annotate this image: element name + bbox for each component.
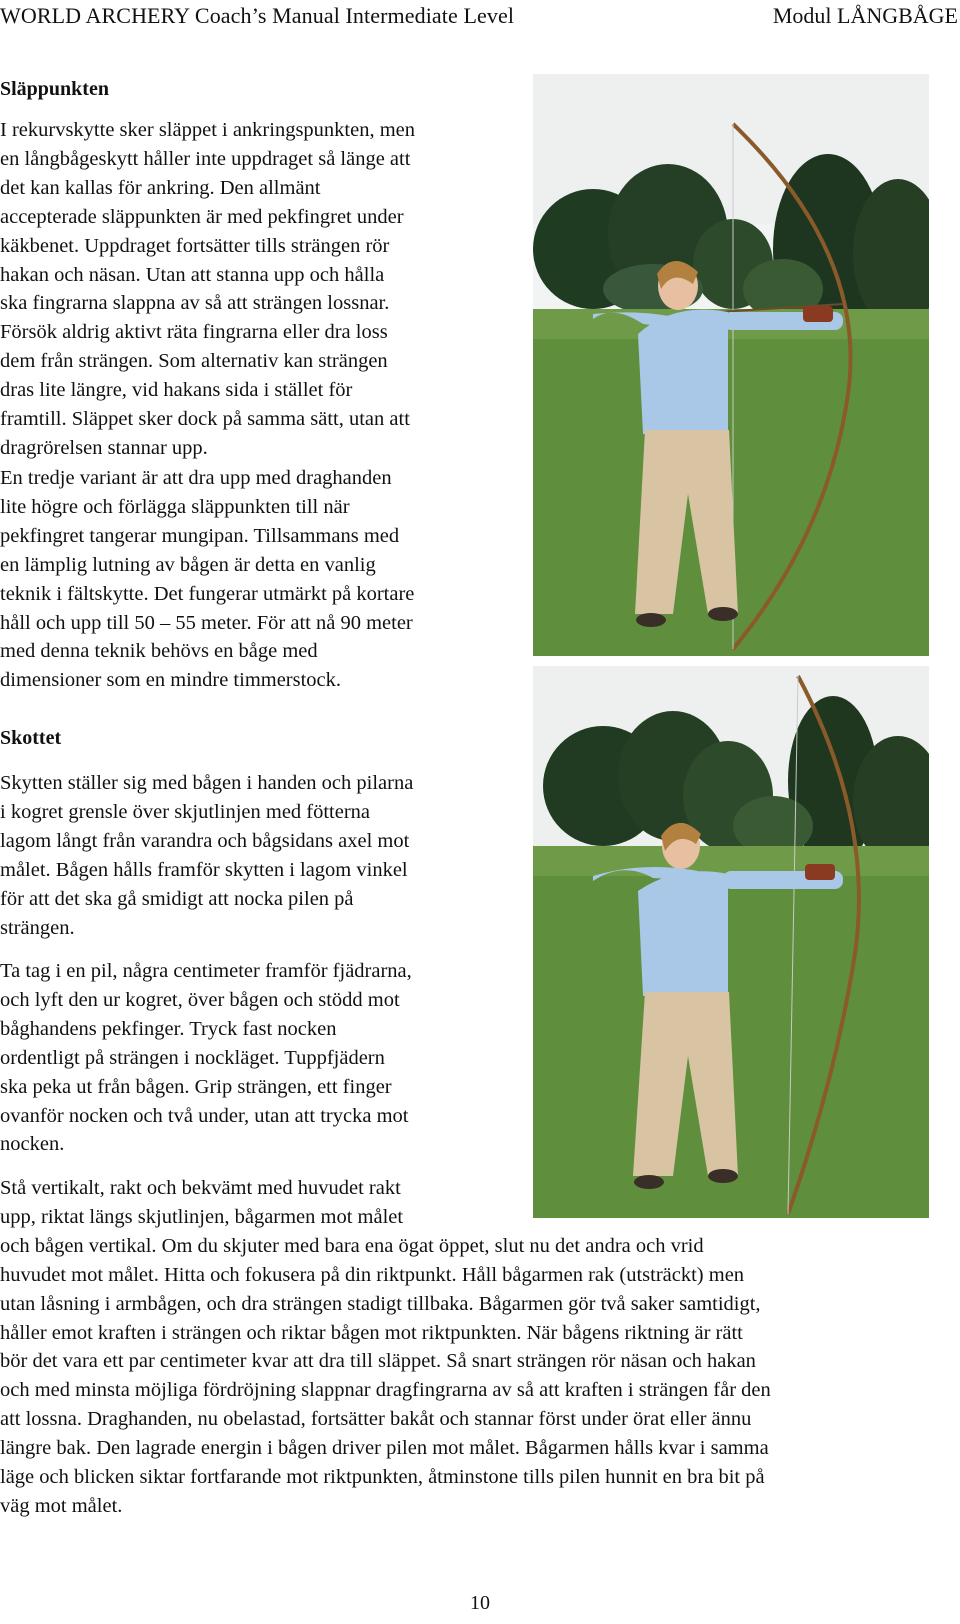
text-line: håll och upp till 50 – 55 meter. För att nå 90 meter	[0, 611, 413, 634]
text-line: bör det vara ett par centimeter kvar att dra till släppet. Så snart strängen rör näsan och hakan	[0, 1350, 756, 1373]
text-line: teknik i fältskytte. Det fungerar utmärkt på kortare	[0, 582, 415, 605]
text-line: dem från strängen. Som alternativ kan strängen	[0, 350, 388, 373]
text-line: en lämplig lutning av bågen är detta en vanlig	[0, 553, 376, 576]
text-line: ska peka ut från bågen. Grip strängen, ett finger	[0, 1075, 392, 1098]
section-heading-release: Släppunkten	[0, 78, 109, 100]
paragraph-shot-3	[0, 1174, 771, 1521]
text-line: och lyft den ur kogret, över bågen och stödd mot	[0, 988, 400, 1011]
text-line: utan låsning i armbågen, och dra strängen stadigt tillbaka. Bågarmen gör två saker samtidigt,	[0, 1292, 761, 1315]
paragraph-shot-2	[0, 957, 412, 1159]
text-line: En tredje variant är att dra upp med draghanden	[0, 467, 392, 489]
text-line: Skytten ställer sig med bågen i handen och pilarna	[0, 772, 414, 794]
text-line: dragrörelsen stannar upp.	[0, 436, 208, 459]
text-line: lagom långt från varandra och bågsidans axel mot	[0, 829, 410, 852]
text-line: framtill. Släppet sker dock på samma sätt, utan att	[0, 408, 410, 431]
archer-photo-full-draw	[533, 74, 929, 656]
text-line: Ta tag i en pil, några centimeter framför fjädrarna,	[0, 960, 412, 982]
text-line: läge och blicken siktar fortfarande mot riktpunkten, åtminstone tills pilen hunnit en bra bit på	[0, 1466, 765, 1489]
paragraph-release-1	[0, 116, 415, 463]
text-line: med denna teknik behövs en båge med	[0, 640, 318, 663]
text-line: ovanför nocken och två under, utan att trycka mot	[0, 1104, 409, 1127]
text-line: ska fingrarna slappna av så att strängen lossnar.	[0, 292, 390, 315]
text-line: för att det ska gå smidigt att nocka pilen på	[0, 887, 354, 910]
text-line: att lossna. Draghanden, nu obelastad, fortsätter bakåt och stannar först under örat eller ännu	[0, 1408, 752, 1431]
text-line: dras lite längre, vid hakans sida i stället för	[0, 379, 353, 402]
text-line: och bågen vertikal. Om du skjuter med bara ena ögat öppet, slut nu det andra och vrid	[0, 1234, 704, 1257]
text-line: i kogret grensle över skjutlinjen med fötterna	[0, 800, 371, 823]
text-line: strängen.	[0, 916, 75, 939]
text-line: Stå vertikalt, rakt och bekvämt med huvudet rakt	[0, 1177, 401, 1199]
paragraph-release-2	[0, 464, 414, 695]
text-line: en långbågeskytt håller inte uppdraget så länge att	[0, 147, 411, 170]
page-number: 10	[470, 1592, 490, 1614]
archer-photo-anchor	[533, 666, 929, 1218]
text-line: målet. Bågen hålls framför skytten i lagom vinkel	[0, 858, 408, 881]
text-line: väg mot målet.	[0, 1494, 123, 1517]
text-line: ordentligt på strängen i nockläget. Tuppfjädern	[0, 1046, 385, 1069]
text-line: I rekurvskytte sker släppet i ankringspunkten, men	[0, 119, 416, 141]
text-line: hakan och näsan. Utan att stanna upp och hålla	[0, 263, 385, 286]
paragraph-shot-1	[0, 769, 413, 942]
text-line: båghandens pekfinger. Tryck fast nocken	[0, 1017, 337, 1040]
text-line: längre bak. Den lagrade energin i bågen driver pilen mot målet. Bågarmen hålls kvar i samma	[0, 1437, 769, 1460]
text-line: det kan kallas för ankring. Den allmänt	[0, 176, 321, 199]
text-line: accepterade släppunkten är med pekfingret under	[0, 205, 404, 228]
text-line: och med minsta möjliga fördröjning slappnar dragfingrarna av så att kraften i strängen får den	[0, 1379, 771, 1402]
text-line: dimensioner som en mindre timmerstock.	[0, 669, 342, 692]
text-line: huvudet mot målet. Hitta och fokusera på din riktpunkt. Håll bågarmen rak (utsträckt) men	[0, 1263, 745, 1286]
text-line: Försök aldrig aktivt räta fingrarna eller dra loss	[0, 321, 388, 344]
text-line: håller emot kraften i strängen och riktar bågen mot riktpunkten. När bågens riktning är rätt	[0, 1321, 743, 1344]
text-line: käkbenet. Uppdraget fortsätter tills strängen rör	[0, 234, 390, 257]
text-line: nocken.	[0, 1133, 65, 1156]
text-line: pekfingret tangerar mungipan. Tillsammans med	[0, 524, 400, 547]
text-line: upp, riktat längs skjutlinjen, bågarmen mot målet	[0, 1205, 404, 1228]
running-header-module: Modul LÅNGBÅGE	[772, 3, 958, 28]
section-heading-shot: Skottet	[0, 727, 62, 749]
text-line: lite högre och förlägga släppunkten till när	[0, 495, 350, 518]
running-header-title: WORLD ARCHERY Coach’s Manual Intermediate Level	[0, 3, 515, 28]
